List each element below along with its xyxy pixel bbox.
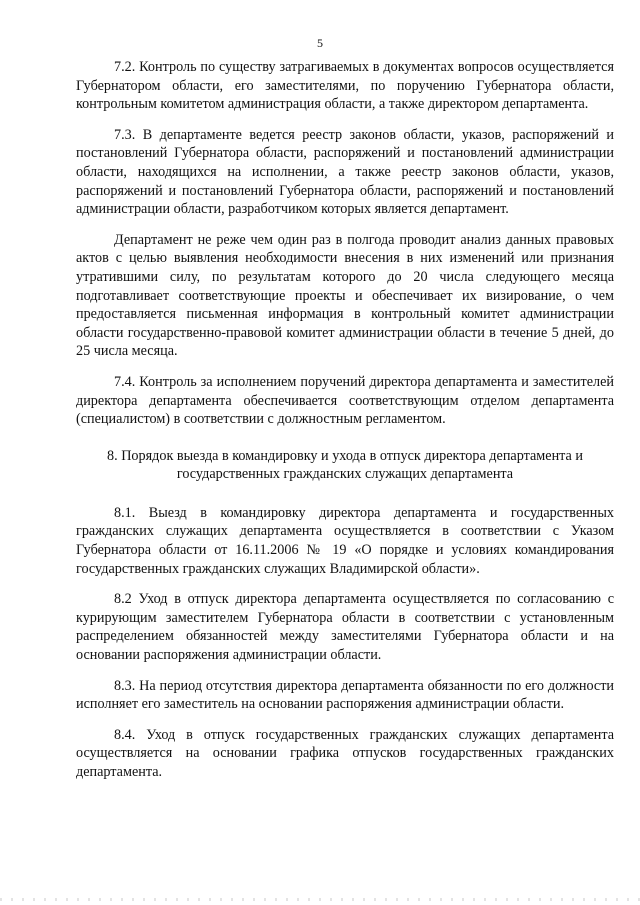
paragraph-8-1: 8.1. Выезд в командировку директора департамента и государственных гражданских служащих департамента осуществляется в соответствии с Указом Губернатора области от 16.11.2006 № 19 «О порядке и условиях командирования государственных гражданских служащих Владимирской области».: [76, 504, 614, 577]
paragraph-8-2: 8.2 Уход в отпуск директора департамента осуществляется по согласованию с курирующим заместителем Губернатора области в соответствии с установленным распределением обязанностей между заместителями Губернатора области и на основании распоряжения администрации области.: [76, 591, 614, 664]
scan-edge-artifact: [0, 898, 640, 901]
paragraph-8-4: 8.4. Уход в отпуск государственных гражданских служащих департамента осуществляется на основании графика отпусков государственных гражданских департамента.: [76, 726, 614, 780]
paragraph-7-3-analysis: Департамент не реже чем один раз в полгода проводит анализ данных правовых актов с целью выявления необходимости внесения в них изменений или признания утратившими силу, по результатам которого до 20 числа следующего месяца подготавливает соответствующие проекты и обеспечивает их визирование, о чем предоставляется письменная информация в контрольный комитет администрации области государственно-правовой комитет администрации области в течение 5 дней, до 25 числа месяца.: [76, 231, 614, 360]
paragraph-7-4: 7.4. Контроль за исполнением поручений директора департамента и заместителей директора департамента обеспечивается соответствующим отделом департамента (специалистом) в соответствии с должностным регламентом.: [76, 373, 614, 428]
document-body: [76, 58, 614, 794]
section-heading-8: 8. Порядок выезда в командировку и ухода в отпуск директора департамента и государственных гражданских служащих департамента: [107, 447, 583, 483]
paragraph-8-3: 8.3. На период отсутствия директора департамента обязанности по его должности исполняет его заместитель на основании распоряжения администрации области.: [76, 677, 614, 713]
paragraph-7-2: 7.2. Контроль по существу затрагиваемых в документах вопросов осуществляется Губернатором области, его заместителями, по поручению Губернатора области, контрольным комитетом администрация области, а также директором департамента.: [76, 59, 614, 113]
paragraph-7-3: 7.3. В департаменте ведется реестр законов области, указов, распоряжений и постановлений Губернатора области, распоряжений и постановлений администрации области, находящихся на исполнении, а также реестр законов области, указов, распоряжений и постановлений Губернатора области, распоряжений и постановлений администрации области, разработчиком которых является департамент.: [76, 126, 614, 218]
page-number: 5: [317, 36, 323, 50]
